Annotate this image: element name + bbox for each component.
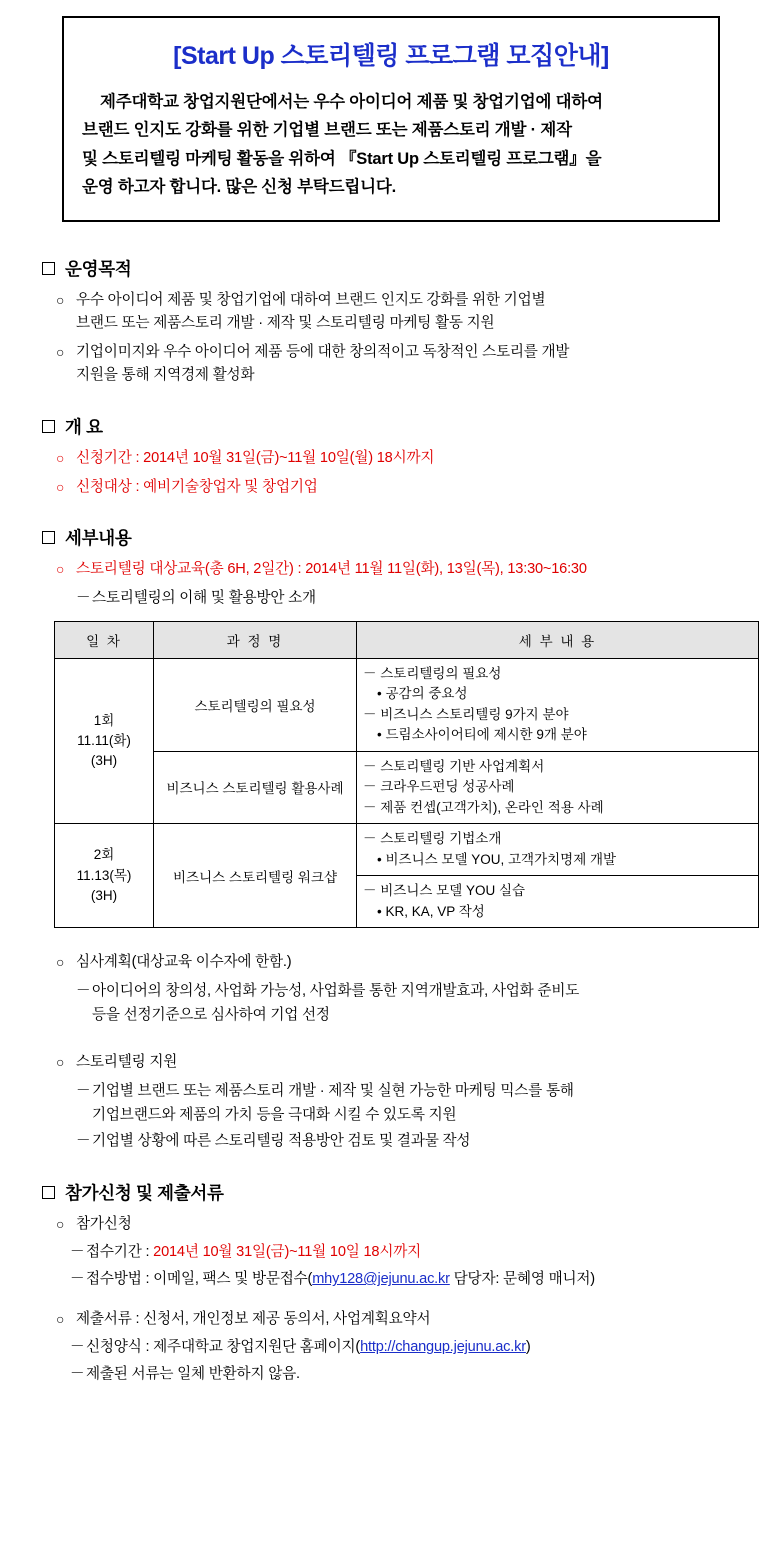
dash-bullet-icon: － xyxy=(70,1271,85,1288)
purpose-item-1-line-2: 브랜드 또는 제품스토리 개발 · 제작 및 스토리텔링 마케팅 활동 지원 xyxy=(76,315,495,332)
apply-method-text xyxy=(86,1268,752,1292)
support-item-1-line-2: 기업브랜드와 제품의 가치 등을 극대화 시킬 수 있도록 지원 xyxy=(92,1106,457,1123)
table-header-row xyxy=(55,621,759,658)
details-education-sub-text: 스토리텔링의 이해 및 활용방안 소개 xyxy=(92,589,316,606)
detail-text: 스토리텔링 기반 사업계획서 xyxy=(380,758,545,774)
table-row xyxy=(55,824,759,876)
dash-bullet-icon: － xyxy=(70,1339,85,1356)
review-plan-title-text: 심사계획(대상교육 이수자에 한함.) xyxy=(76,954,292,971)
detail-line: － 제품 컨셉(고객가치), 온라인 적용 사례 xyxy=(363,799,604,815)
detail-text: 공감의 중요성 xyxy=(385,686,468,702)
dash-bullet-icon: － xyxy=(70,1365,85,1382)
apply-period-text xyxy=(86,1241,752,1265)
detail-line: • KR, KA, VP 작성 xyxy=(377,903,485,919)
cell-detail-4 xyxy=(357,876,759,928)
dash-bullet-icon: － xyxy=(76,982,91,999)
detail-text: 제품 컨셉(고객가치), 온라인 적용 사례 xyxy=(380,799,604,815)
detail-line: － 크라우드펀딩 성공사례 xyxy=(363,779,515,795)
col-header-course: 과 정 명 xyxy=(154,621,357,658)
homepage-link[interactable]: http://changup.jejunu.ac.kr xyxy=(360,1339,526,1356)
section-heading-details xyxy=(42,525,752,550)
apply-notice xyxy=(70,1363,752,1387)
dash-bullet-icon: － xyxy=(70,1244,85,1261)
announcement-header-box xyxy=(62,16,720,222)
detail-text: 비즈니스 스토리텔링 9가지 분야 xyxy=(380,706,569,722)
section-title-text: 참가신청 및 제출서류 xyxy=(65,1182,224,1203)
table-row xyxy=(55,751,759,824)
circle-bullet-icon: ○ xyxy=(56,561,65,578)
section-heading-apply xyxy=(42,1180,752,1205)
section-heading-purpose xyxy=(42,256,752,281)
circle-bullet-icon: ○ xyxy=(56,291,65,308)
apply-method xyxy=(70,1268,752,1292)
circle-bullet-icon: ○ xyxy=(56,1054,65,1071)
circle-bullet-icon: ○ xyxy=(56,954,65,971)
apply-period-label: 접수기간 : xyxy=(86,1244,154,1261)
apply-group-2-title-text: 제출서류 : 신청서, 개인정보 제공 동의서, 사업계획요약서 xyxy=(76,1310,431,1327)
cell-course-2: 비즈니스 스토리텔링 활용사례 xyxy=(154,751,357,824)
section-apply xyxy=(30,1180,752,1387)
apply-method-suffix: 담당자: 문혜영 매니저) xyxy=(449,1271,595,1288)
header-line-1: 제주대학교 창업지원단에서는 우수 아이디어 제품 및 창업기업에 대하여 xyxy=(100,93,603,111)
section-purpose xyxy=(30,256,752,389)
review-plan-line-1: 아이디어의 창의성, 사업화 가능성, 사업화를 통한 지역개발효과, 사업화 준비도 xyxy=(92,982,580,999)
dash-bullet-icon: － xyxy=(76,589,91,606)
cell-day-1-line-2: 11.11(화) xyxy=(77,732,131,748)
circle-bullet-icon: ○ xyxy=(56,478,65,495)
detail-line: － 비즈니스 스토리텔링 9가지 분야 xyxy=(363,706,569,722)
overview-item-target-text: 신청대상 : 예비기술창업자 및 창업기업 xyxy=(76,478,318,495)
cell-day-2-line-1: 2회 xyxy=(93,847,115,863)
apply-group-2-title xyxy=(56,1308,752,1332)
circle-bullet-icon: ○ xyxy=(56,1310,65,1327)
detail-line: － 스토리텔링 기법소개 xyxy=(363,831,502,847)
apply-form-suffix: ) xyxy=(525,1339,531,1356)
details-education-sub xyxy=(76,587,752,611)
square-bullet-icon xyxy=(42,420,55,433)
cell-day-2-line-3: (3H) xyxy=(90,887,118,903)
detail-line: • 공감의 중요성 xyxy=(377,686,468,702)
apply-group-1-title-text: 참가신청 xyxy=(76,1215,132,1232)
dash-bullet-icon: － xyxy=(76,1133,91,1150)
detail-text: 스토리텔링의 필요성 xyxy=(380,665,502,681)
email-link[interactable]: mhy128@jejunu.ac.kr xyxy=(312,1271,450,1288)
section-heading-overview xyxy=(42,414,752,439)
apply-group-1-title xyxy=(56,1213,752,1237)
detail-text: 스토리텔링 기법소개 xyxy=(380,831,502,847)
purpose-item-2 xyxy=(56,341,752,388)
cell-detail-1 xyxy=(357,658,759,751)
circle-bullet-icon: ○ xyxy=(56,343,65,360)
detail-line: • 비즈니스 모델 YOU, 고객가치명제 개발 xyxy=(377,851,617,867)
section-title-text: 개 요 xyxy=(65,417,103,438)
section-overview xyxy=(30,414,752,499)
cell-day-1 xyxy=(55,658,154,824)
table-row xyxy=(55,658,759,751)
cell-detail-3 xyxy=(357,824,759,876)
detail-line: － 스토리텔링 기반 사업계획서 xyxy=(363,758,545,774)
header-line-4: 운영 하고자 합니다. 많은 신청 부탁드립니다. xyxy=(82,178,396,197)
detail-line: － 비즈니스 모델 YOU 실습 xyxy=(363,883,526,899)
cell-day-1-line-1: 1회 xyxy=(93,712,115,728)
detail-text: 비즈니스 모델 YOU 실습 xyxy=(380,883,526,899)
overview-item-period xyxy=(56,447,752,471)
curriculum-table xyxy=(54,621,759,929)
cell-day-1-line-3: (3H) xyxy=(90,753,118,769)
detail-text: KR, KA, VP 작성 xyxy=(385,903,485,919)
circle-bullet-icon: ○ xyxy=(56,450,65,467)
square-bullet-icon xyxy=(42,531,55,544)
cell-course-1: 스토리텔링의 필요성 xyxy=(154,658,357,751)
square-bullet-icon xyxy=(42,1186,55,1199)
apply-notice-text: 제출된 서류는 일체 반환하지 않음. xyxy=(86,1365,300,1382)
apply-form-prefix: 신청양식 : 제주대학교 창업지원단 홈페이지( xyxy=(86,1339,361,1356)
purpose-item-2-line-1: 기업이미지와 우수 아이디어 제품 등에 대한 창의적이고 독창적인 스토리를 개발 xyxy=(76,343,570,360)
purpose-item-2-text xyxy=(76,341,752,388)
review-plan-body-text xyxy=(92,980,752,1027)
overview-item-target xyxy=(56,476,752,500)
detail-line: • 드림소사이어티에 제시한 9개 분야 xyxy=(377,727,587,743)
support-item-1-line-1: 기업별 브랜드 또는 제품스토리 개발 · 제작 및 실현 가능한 마케팅 믹스를 통해 xyxy=(92,1082,574,1099)
support-title xyxy=(56,1051,752,1075)
section-title-text: 운영목적 xyxy=(65,258,132,279)
header-line-2: 브랜드 인지도 강화를 위한 기업별 브랜드 또는 제품스토리 개발 · 제작 xyxy=(82,121,572,140)
support-title-text: 스토리텔링 지원 xyxy=(76,1054,178,1071)
purpose-item-1 xyxy=(56,289,752,336)
support-item-2 xyxy=(76,1130,752,1154)
detail-text: 크라우드펀딩 성공사례 xyxy=(380,779,515,795)
header-paragraph xyxy=(82,88,700,202)
apply-method-prefix: 접수방법 : 이메일, 팩스 및 방문접수( xyxy=(86,1271,313,1288)
apply-period xyxy=(70,1241,752,1265)
dash-bullet-icon: － xyxy=(76,1082,91,1099)
section-details xyxy=(30,525,752,1153)
apply-period-value: 2014년 10월 31일(금)~11월 10일 18시까지 xyxy=(153,1244,422,1261)
circle-bullet-icon: ○ xyxy=(56,1215,65,1232)
purpose-item-1-line-1: 우수 아이디어 제품 및 창업기업에 대하여 브랜드 인지도 강화를 위한 기업별 xyxy=(76,291,546,308)
review-plan-line-2: 등을 선정기준으로 심사하여 기업 선정 xyxy=(92,1006,330,1023)
detail-text: 드림소사이어티에 제시한 9개 분야 xyxy=(385,727,587,743)
cell-course-3: 비즈니스 스토리텔링 워크샵 xyxy=(154,824,357,928)
section-title-text: 세부내용 xyxy=(65,528,132,549)
detail-text: 비즈니스 모델 YOU, 고객가치명제 개발 xyxy=(385,851,617,867)
overview-item-period-text: 신청기간 : 2014년 10월 31일(금)~11월 10일(월) 18시까지 xyxy=(76,450,435,467)
apply-form xyxy=(70,1336,752,1360)
details-education-title xyxy=(56,558,752,582)
detail-line: － 스토리텔링의 필요성 xyxy=(363,665,502,681)
cell-detail-2 xyxy=(357,751,759,824)
cell-day-2 xyxy=(55,824,154,928)
page-title: [Start Up 스토리텔링 프로그램 모집안내] xyxy=(173,42,609,70)
apply-form-text xyxy=(86,1336,752,1360)
header-line-3: 및 스토리텔링 마케팅 활동을 위하여 『Start Up 스토리텔링 프로그램』을 xyxy=(82,149,602,168)
support-item-1 xyxy=(76,1080,752,1127)
support-item-2-text: 기업별 상황에 따른 스토리텔링 적용방안 검토 및 결과물 작성 xyxy=(92,1133,471,1150)
col-header-day: 일 차 xyxy=(55,621,154,658)
support-item-1-text xyxy=(92,1080,752,1127)
details-education-title-text: 스토리텔링 대상교육(총 6H, 2일간) : 2014년 11월 11일(화), 13일(목), 13:30~16:30 xyxy=(76,561,587,578)
cell-day-2-line-2: 11.13(목) xyxy=(76,867,132,883)
square-bullet-icon xyxy=(42,262,55,275)
col-header-detail: 세 부 내 용 xyxy=(357,621,759,658)
purpose-item-1-text xyxy=(76,289,752,336)
review-plan-body xyxy=(76,980,752,1027)
review-plan-title xyxy=(56,951,752,975)
purpose-item-2-line-2: 지원을 통해 지역경제 활성화 xyxy=(76,367,255,384)
